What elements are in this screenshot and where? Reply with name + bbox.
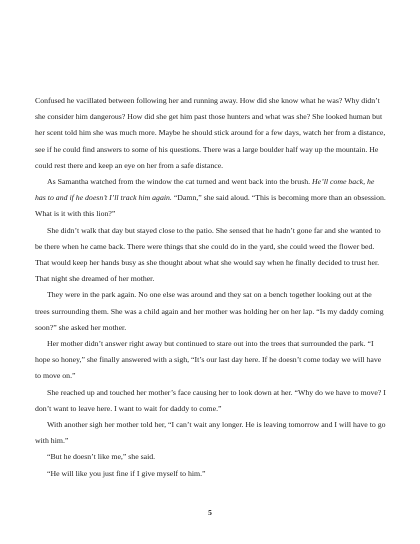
paragraph xyxy=(35,174,387,223)
text-run: “But he doesn’t like me,” she said. xyxy=(47,452,156,462)
paragraph xyxy=(35,417,387,449)
text-run: She reached up and touched her mother’s face causing her to look down at her. “Why do we have to move? I don’t want to leave here. I want to wait for daddy to come.” xyxy=(35,387,386,413)
page-number: 5 xyxy=(208,508,212,517)
paragraph xyxy=(35,449,387,465)
text-run: Her mother didn’t answer right away but continued to stare out into the trees that surrounded the park. “I hope so honey,” she finally answered with a sigh, “It’s our last day here. If he doesn’t come today we will have to move on.” xyxy=(35,339,382,381)
text-run: They were in the park again. No one else was around and they sat on a bench together looking out at the trees surrounding them. She was a child again and her mother was holding her on her lap. “Is my daddy coming soon?” she asked her mother. xyxy=(35,290,384,332)
body-text xyxy=(35,93,387,482)
text-run: Confused he vacillated between following her and running away. How did she know what he was? Why didn’t she consider him dangerous? How did she get him past those hunters and what was she? She looked human but her scent told him she was much more. Maybe he should stick around for a few days, watch her from a distance, see if he could find answers to some of his questions. There was a large boulder half way up the mountain. He could rest there and keep an eye on her from a safe distance. xyxy=(35,96,386,170)
paragraph xyxy=(35,287,387,336)
text-run: With another sigh her mother told her, “I can’t wait any longer. He is leaving tomorrow and I will have to go with him.” xyxy=(35,420,386,446)
paragraph xyxy=(35,385,387,417)
text-run: “Damn,” she said aloud. “This is becoming more than an obsession. What is it with this lion?” xyxy=(35,193,386,219)
text-run: As Samantha watched from the window the cat turned and went back into the brush. xyxy=(47,177,313,187)
paragraph xyxy=(35,336,387,385)
italic-thought: He’ll come back, he has to and if he doesn’t I’ll track him again. xyxy=(35,177,375,203)
text-run: She didn’t walk that day but stayed close to the patio. She sensed that he hadn’t gone far and she wanted to be there when he came back. There were things that she could do in the yard, she could weed the flower bed. That would keep her hands busy as she thought about what she would say when he finally decided to trust her. That night she dreamed of her mother. xyxy=(35,225,381,284)
paragraph xyxy=(35,466,387,482)
paragraph xyxy=(35,93,387,174)
paragraph xyxy=(35,223,387,288)
text-run: “He will like you just fine if I give myself to him.” xyxy=(47,468,206,478)
